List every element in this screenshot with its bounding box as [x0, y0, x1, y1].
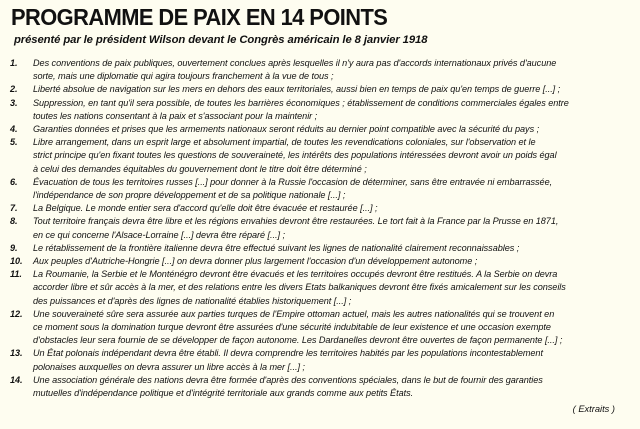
- point-number: 14.: [10, 374, 23, 385]
- point-text-line: Des conventions de paix publiques, ouvertement conclues après lesquelles il n'y aura pas d'accords internationaux privés d'aucune: [33, 58, 557, 68]
- point-text-line: Tout territoire français devra être libre et les régions envahies devront être restaurées. Le tort fait à la France par la Prusse en 1871,: [33, 216, 559, 227]
- point-text-line: accorder libre et sûr accès à la mer, et des relations entre les divers Etats balkaniques devront être fixés amicalement sur les conseils: [33, 282, 566, 293]
- point-item: [0, 97, 640, 123]
- point-item: [0, 347, 640, 373]
- point-text-line: Liberté absolue de navigation sur les mers en dehors des eaux territoriales, aussi bien en temps de paix qu'en temps de guerre [...] ;: [33, 84, 561, 95]
- point-text-line: ce moment sous la domination turque devront être assurées d'une sécurité indubitable de leur existence et une occasion exempte: [33, 322, 551, 333]
- point-item: [0, 83, 640, 96]
- point-number: 3.: [10, 97, 18, 108]
- point-item: [0, 57, 640, 83]
- point-item: [0, 123, 640, 136]
- point-text-line: Garanties données et prises que les armements nationaux seront réduits au dernier point compatible avec la sécurité du pays ;: [33, 124, 540, 135]
- point-text-line: en ce qui concerne l'Alsace-Lorraine [...] devra être réparé [...] ;: [33, 229, 285, 240]
- point-text-line: strict principe qu'en fixant toutes les questions de souveraineté, les intérêts des populations intéressées devront avoir un poids égal: [33, 150, 557, 161]
- point-text-line: des puissances et d'après des lignes de nationalité établies historiquement [...] ;: [33, 295, 352, 306]
- point-text-line: La Roumanie, la Serbie et le Monténégro devront être évacués et les territoires occupés devront être restitués. A la Serbie on devra: [33, 269, 558, 280]
- point-number: 10.: [10, 256, 23, 267]
- point-number: 7.: [10, 203, 18, 214]
- point-text-line: La Belgique. Le monde entier sera d'accord qu'elle doit être évacuée et restaurée [...] ;: [33, 203, 378, 214]
- point-number: 6.: [10, 176, 18, 187]
- point-item: [0, 215, 640, 241]
- point-number: 11.: [10, 269, 22, 280]
- point-text-line: à celui des demandes équitables du gouvernement dont le titre doit être déterminé ;: [33, 163, 367, 174]
- page-title: PROGRAMME DE PAIX EN 14 POINTS: [11, 4, 388, 30]
- point-text-line: l'indépendance de son propre développement et de sa politique nationale [...] ;: [33, 190, 346, 201]
- point-number: 5.: [10, 137, 18, 148]
- point-text-line: sorte, mais une diplomatie qui agira toujours franchement à la vue de tous ;: [33, 71, 334, 82]
- point-number: 12.: [10, 308, 23, 319]
- point-text-line: toutes les nations consentant à la paix et s'associant pour la maintenir ;: [33, 110, 318, 121]
- point-number: 2.: [10, 84, 18, 95]
- point-text-line: Libre arrangement, dans un esprit large et absolument impartial, de toutes les revendications coloniales, sur l'observation et le: [33, 137, 536, 148]
- point-item: [0, 374, 640, 400]
- point-text-line: mutuelles d'indépendance politique et d'intégrité territoriale aux grands comme aux petits États.: [33, 388, 414, 399]
- points-list: [0, 57, 640, 400]
- point-text-line: d'obstacles leur sera fournie de se développer de façon autonome. Les Dardanelles devront être ouvertes de façon permanente [...] ;: [33, 335, 563, 346]
- point-number: 4.: [10, 124, 18, 135]
- point-item: [0, 202, 640, 215]
- point-item: [0, 255, 640, 268]
- point-text-line: Une association générale des nations devra être formée d'après des conventions spéciales, dans le but de fournir des garanties: [33, 374, 543, 385]
- point-number: 9.: [10, 242, 18, 253]
- point-item: [0, 268, 640, 308]
- point-text-line: Aux peuples d'Autriche-Hongrie [...] on devra donner plus largement l'occasion d'un développement autonome ;: [33, 256, 478, 267]
- point-item: [0, 136, 640, 176]
- point-number: 8.: [10, 216, 18, 227]
- point-text-line: Évacuation de tous les territoires russes [...] pour donner à la Russie l'occasion de déterminer, sans être entravée ni embarrassée,: [33, 176, 553, 187]
- point-item: [0, 176, 640, 202]
- point-number: 13.: [10, 348, 23, 359]
- extracts-note: ( Extraits ): [572, 404, 615, 414]
- point-text-line: Le rétablissement de la frontière italienne devra être effectué suivant les lignes de nationalité clairement reconnaissables ;: [33, 242, 520, 253]
- point-item: [0, 242, 640, 255]
- point-number: 1.: [10, 58, 18, 68]
- point-text-line: polonaises auxquelles on devra assurer un libre accès à la mer [...] ;: [33, 361, 305, 372]
- point-item: [0, 308, 640, 348]
- point-text-line: Un État polonais indépendant devra être établi. Il devra comprendre les territoires habités par les populations incontestablement: [33, 348, 543, 359]
- point-text-line: Une souveraineté sûre sera assurée aux parties turques de l'Empire ottoman actuel, mais les autres nationalités qui se trouvent en: [33, 308, 555, 319]
- page-subtitle: présenté par le président Wilson devant le Congrès américain le 8 janvier 1918: [14, 34, 428, 46]
- point-text-line: Suppression, en tant qu'il sera possible, de toutes les barrières économiques ; établissement de conditions commerciales égales entre: [33, 97, 569, 108]
